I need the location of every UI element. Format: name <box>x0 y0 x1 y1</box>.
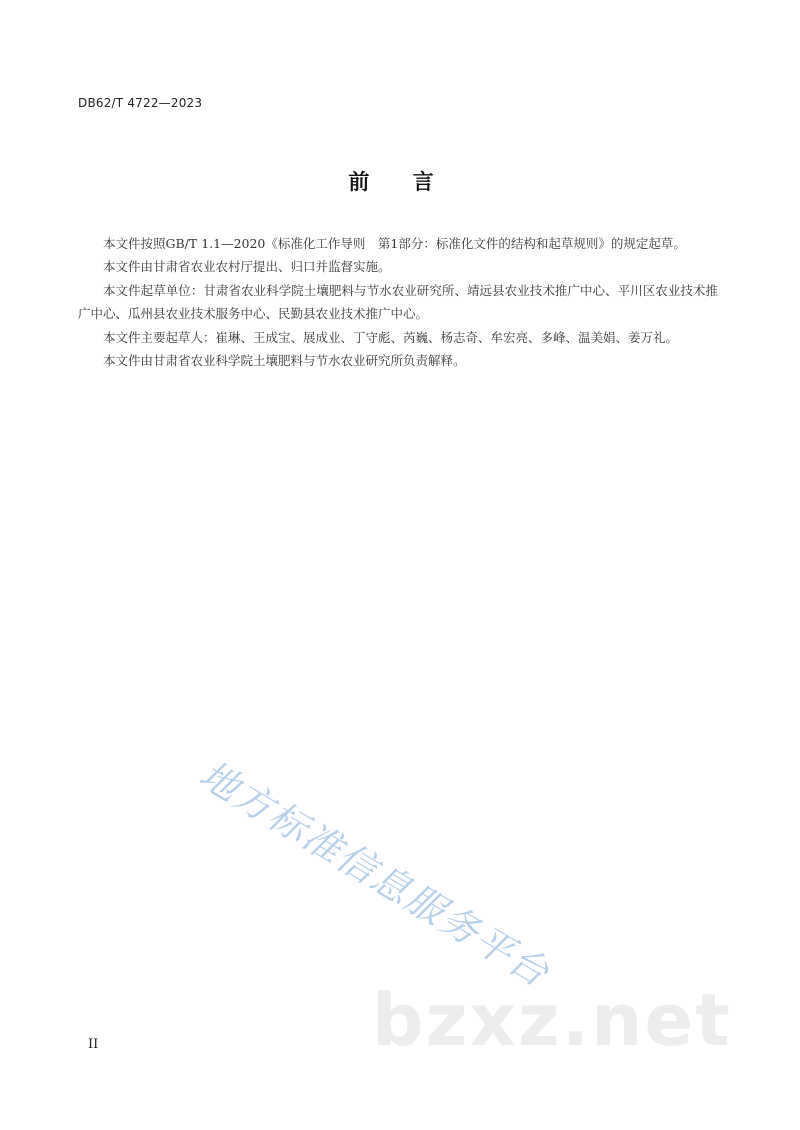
page-number: II <box>88 1037 99 1052</box>
paragraph-interpretation: 本文件由甘肃省农业科学院土壤肥料与节水农业研究所负责解释。 <box>103 353 466 369</box>
paragraph-drafters: 本文件主要起草人：崔琳、王成宝、展成业、丁守彪、芮巍、杨志奇、牟宏亮、多峰、温美娟、姜万礼。 <box>103 329 679 345</box>
paragraph-proposer: 本文件由甘肃省农业农村厅提出、归口并监督实施。 <box>103 259 391 275</box>
page-title <box>0 166 800 196</box>
paragraph-drafting-rules: 本文件按照GB/T 1.1—2020《标准化工作导则 第1部分：标准化文件的结构和起草规则》的规定起草。 <box>103 236 686 251</box>
foreword-body <box>78 232 718 372</box>
watermark-site-url: bzxz.net <box>372 978 732 1062</box>
standard-code: DB62/T 4722—2023 <box>78 96 203 110</box>
watermark-platform-text: 地方标准信息服务平台 <box>191 752 558 996</box>
paragraph-drafting-units: 本文件起草单位：甘肃省农业科学院土壤肥料与节水农业研究所、靖远县农业技术推广中心、平川区农业技术推广中心、瓜州县农业技术服务中心、民勤县农业技术推广中心。 <box>78 282 718 322</box>
page-title-text: 前 言 <box>348 170 452 194</box>
